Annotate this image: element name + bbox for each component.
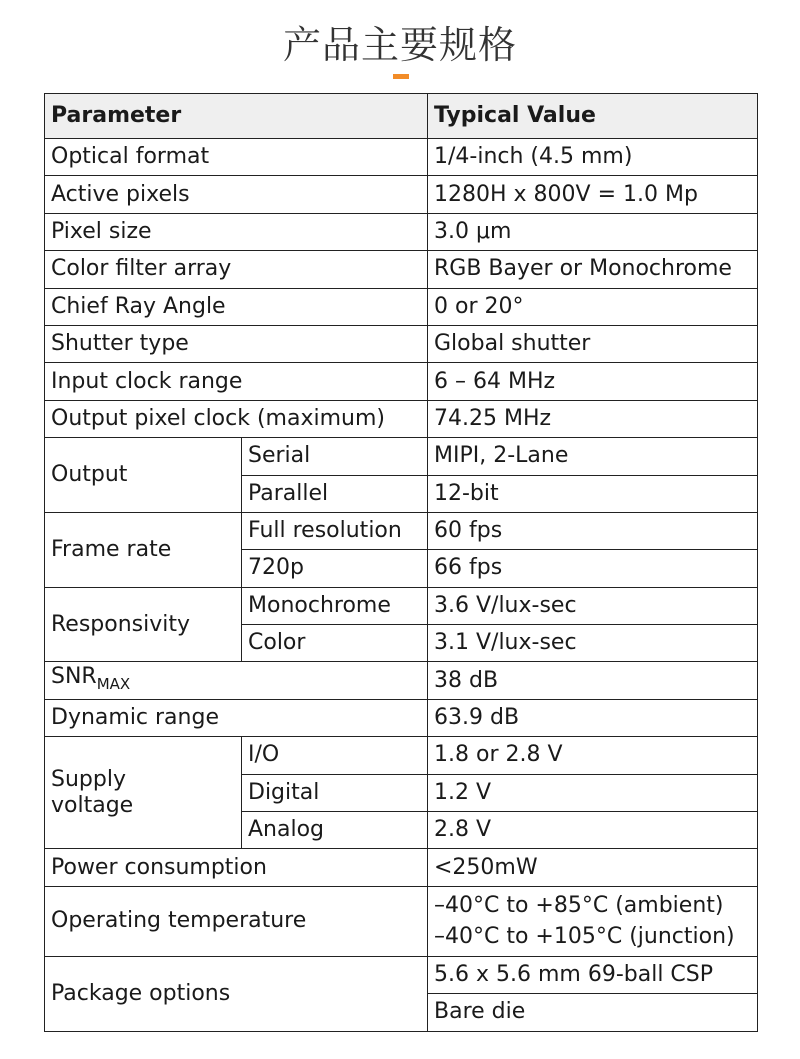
param-sub-label: Analog bbox=[242, 812, 428, 849]
table-row bbox=[45, 213, 758, 250]
param-label: Input clock range bbox=[45, 363, 428, 400]
param-value: 1/4-inch (4.5 mm) bbox=[428, 139, 758, 176]
param-label: Operating temperature bbox=[45, 886, 428, 956]
param-label: Power consumption bbox=[45, 849, 428, 886]
table-row bbox=[45, 288, 758, 325]
param-sub-label: 720p bbox=[242, 550, 428, 587]
param-value: 0 or 20° bbox=[428, 288, 758, 325]
param-value: 1280H x 800V = 1.0 Mp bbox=[428, 176, 758, 213]
param-label: Shutter type bbox=[45, 325, 428, 362]
param-label: Color filter array bbox=[45, 251, 428, 288]
table-row bbox=[45, 886, 758, 956]
param-value: 66 fps bbox=[428, 550, 758, 587]
param-label: Dynamic range bbox=[45, 699, 428, 736]
param-value: RGB Bayer or Monochrome bbox=[428, 251, 758, 288]
table-row bbox=[45, 662, 758, 699]
param-sub-label: Color bbox=[242, 625, 428, 662]
param-label: Chief Ray Angle bbox=[45, 288, 428, 325]
temp-ambient: –40°C to +85°C (ambient) bbox=[434, 893, 724, 919]
table-row bbox=[45, 400, 758, 437]
param-value: MIPI, 2-Lane bbox=[428, 438, 758, 475]
param-value: 74.25 MHz bbox=[428, 400, 758, 437]
param-value: 1.8 or 2.8 V bbox=[428, 737, 758, 774]
header-parameter: Parameter bbox=[45, 94, 428, 139]
table-row bbox=[45, 251, 758, 288]
table-header-row bbox=[45, 94, 758, 139]
page-title: 产品主要规格 bbox=[282, 23, 517, 67]
table-row bbox=[45, 699, 758, 736]
param-sub-label: Full resolution bbox=[242, 512, 428, 549]
param-value: 3.0 μm bbox=[428, 213, 758, 250]
param-sub-label: Digital bbox=[242, 774, 428, 811]
param-label: Pixel size bbox=[45, 213, 428, 250]
param-value: 6 – 64 MHz bbox=[428, 363, 758, 400]
spec-table bbox=[44, 93, 758, 1032]
table-row bbox=[45, 956, 758, 993]
table-row bbox=[45, 176, 758, 213]
param-value: 38 dB bbox=[428, 662, 758, 699]
param-value: 63.9 dB bbox=[428, 699, 758, 736]
param-value: 60 fps bbox=[428, 512, 758, 549]
header-typical-value: Typical Value bbox=[428, 94, 758, 139]
title-accent-bar bbox=[393, 74, 409, 79]
param-value: 12-bit bbox=[428, 475, 758, 512]
snr-subscript: MAX bbox=[96, 675, 131, 694]
param-label: Output pixel clock (maximum) bbox=[45, 400, 428, 437]
table-row bbox=[45, 139, 758, 176]
table-row bbox=[45, 849, 758, 886]
table-row bbox=[45, 587, 758, 624]
param-value bbox=[428, 886, 758, 956]
param-value: Global shutter bbox=[428, 325, 758, 362]
param-group-label: Frame rate bbox=[45, 512, 242, 587]
param-sub-label: Serial bbox=[242, 438, 428, 475]
param-label: Optical format bbox=[45, 139, 428, 176]
table-row bbox=[45, 363, 758, 400]
param-value: 5.6 x 5.6 mm 69-ball CSP bbox=[428, 956, 758, 993]
table-row bbox=[45, 438, 758, 475]
snr-main: SNR bbox=[51, 664, 97, 690]
param-value: Bare die bbox=[428, 994, 758, 1031]
param-sub-label: Monochrome bbox=[242, 587, 428, 624]
param-value: <250mW bbox=[428, 849, 758, 886]
param-label: Package options bbox=[45, 956, 428, 1031]
param-sub-label: I/O bbox=[242, 737, 428, 774]
param-group-label: Responsivity bbox=[45, 587, 242, 662]
param-value: 1.2 V bbox=[428, 774, 758, 811]
supply-label-line1: Supply bbox=[51, 766, 126, 792]
param-group-label bbox=[45, 737, 242, 849]
table-row bbox=[45, 737, 758, 774]
param-value: 3.1 V/lux-sec bbox=[428, 625, 758, 662]
table-row bbox=[45, 512, 758, 549]
param-label: Active pixels bbox=[45, 176, 428, 213]
table-row bbox=[45, 325, 758, 362]
param-sub-label: Parallel bbox=[242, 475, 428, 512]
param-label-snr bbox=[45, 662, 428, 699]
param-group-label: Output bbox=[45, 438, 242, 513]
param-value: 3.6 V/lux-sec bbox=[428, 587, 758, 624]
supply-label-line2: voltage bbox=[51, 792, 134, 818]
param-value: 2.8 V bbox=[428, 812, 758, 849]
temp-junction: –40°C to +105°C (junction) bbox=[434, 924, 735, 950]
